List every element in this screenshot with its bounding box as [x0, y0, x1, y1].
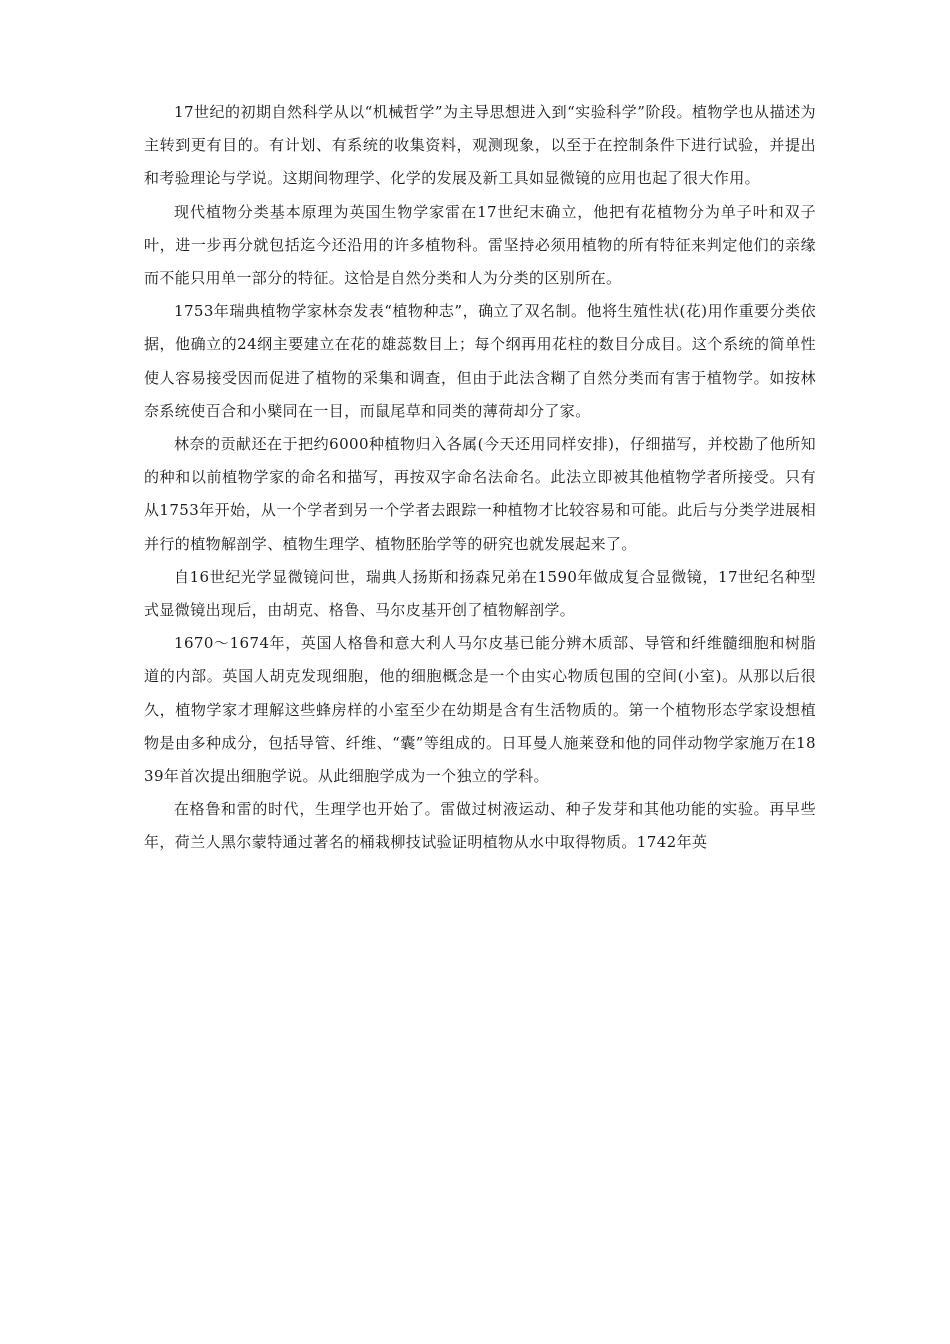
paragraph-7: 在格鲁和雷的时代，生理学也开始了。雷做过树液运动、种子发芽和其他功能的实验。再早些年，荷兰人黑尔蒙特通过著名的桶栽柳技试验证明植物从水中取得物质。1742年英 [144, 800, 816, 852]
paragraph-1: 17世纪的初期自然科学从以“机械哲学”为主导思想进入到“实验科学”阶段。植物学也从描述为主转到更有目的。有计划、有系统的收集资料，观测现象，以至于在控制条件下进行试验，并提出和考验理论与学说。这期间物理学、化学的发展及新工具如显微镜的应用也起了很大作用。 [144, 103, 816, 188]
paragraph-6: 1670～1674年，英国人格鲁和意大利人马尔皮基已能分辨木质部、导管和纤维髓细胞和树脂道的内部。英国人胡克发现细胞，他的细胞概念是一个由实心物质包围的空间(小室)。从那以后很久，植物学家才理解这些蜂房样的小室至少在幼期是含有生活物质的。第一个植物形态学家设想植物是由多种成分，包括导管、纤维、“囊”等组成的。日耳曼人施莱登和他的同伴动物学家施万在1839年首次提出细胞学说。从此细胞学成为一个独立的学科。 [144, 634, 816, 786]
paragraph-4: 林奈的贡献还在于把约6000种植物归入各属(今天还用同样安排)，仔细描写，并校勘了他所知的种和以前植物学家的命名和描写，再按双字命名法命名。此法立即被其他植物学者所接受。只有从1753年开始，从一个学者到另一个学者去跟踪一种植物才比较容易和可能。此后与分类学进展相并行的植物解剖学、植物生理学、植物胚胎学等的研究也就发展起来了。 [144, 435, 816, 553]
paragraph-5: 自16世纪光学显微镜问世，瑞典人扬斯和扬森兄弟在1590年做成复合显微镜，17世纪名种型式显微镜出现后，由胡克、格鲁、马尔皮基开创了植物解剖学。 [144, 567, 816, 620]
document-body [144, 96, 816, 860]
paragraph-3: 1753年瑞典植物学家林奈发表“植物种志”，确立了双名制。他将生殖性状(花)用作重要分类依据，他确立的24纲主要建立在花的雄蕊数目上；每个纲再用花柱的数目分成目。这个系统的简单性使人容易接受因而促进了植物的采集和调查，但由于此法含糊了自然分类而有害于植物学。如按林奈系统使百合和小檗同在一目，而鼠尾草和同类的薄荷却分了家。 [144, 302, 816, 420]
paragraph-2: 现代植物分类基本原理为英国生物学家雷在17世纪末确立，他把有花植物分为单子叶和双子叶，进一步再分就包括迄今还沿用的许多植物科。雷坚持必须用植物的所有特征来判定他们的亲缘而不能只用单一部分的特征。这恰是自然分类和人为分类的区别所在。 [144, 202, 816, 288]
